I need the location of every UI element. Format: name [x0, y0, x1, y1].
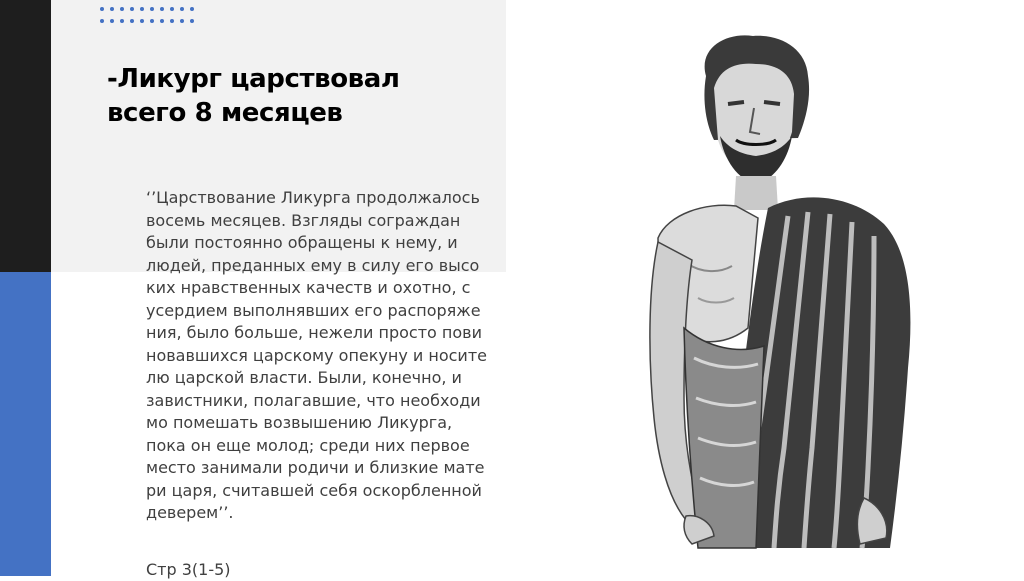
statue-illustration [628, 28, 928, 552]
slide-title [107, 62, 487, 130]
title-line-1: -Ликург царствовал [107, 64, 400, 94]
quote-text: ‘’Царствование Ликурга продолжалось восемь месяцев. Взгляды сограждан были постоянно обращены к нему, и людей, преданных ему в силу его высо ких нравственных качеств и охотно, с усердием выполнявших его распоряже ния, было больше, нежели просто пови новавшихся царскому опекуну и носите лю царской власти. Были, конечно, и завистники, полагавшие, что необходи мо помешать возвышению Ликурга, пока он еще молод; среди них первое место занимали родичи и близкие мате ри царя, считавшей себя оскорбленной деверем’’. [146, 188, 487, 522]
source-reference: Стр 3(1-5) [146, 560, 231, 579]
left-bar-dark [0, 0, 51, 272]
title-line-2: всего 8 месяцев [107, 98, 343, 128]
decorative-dots [100, 7, 204, 23]
left-bar-blue [0, 272, 51, 576]
